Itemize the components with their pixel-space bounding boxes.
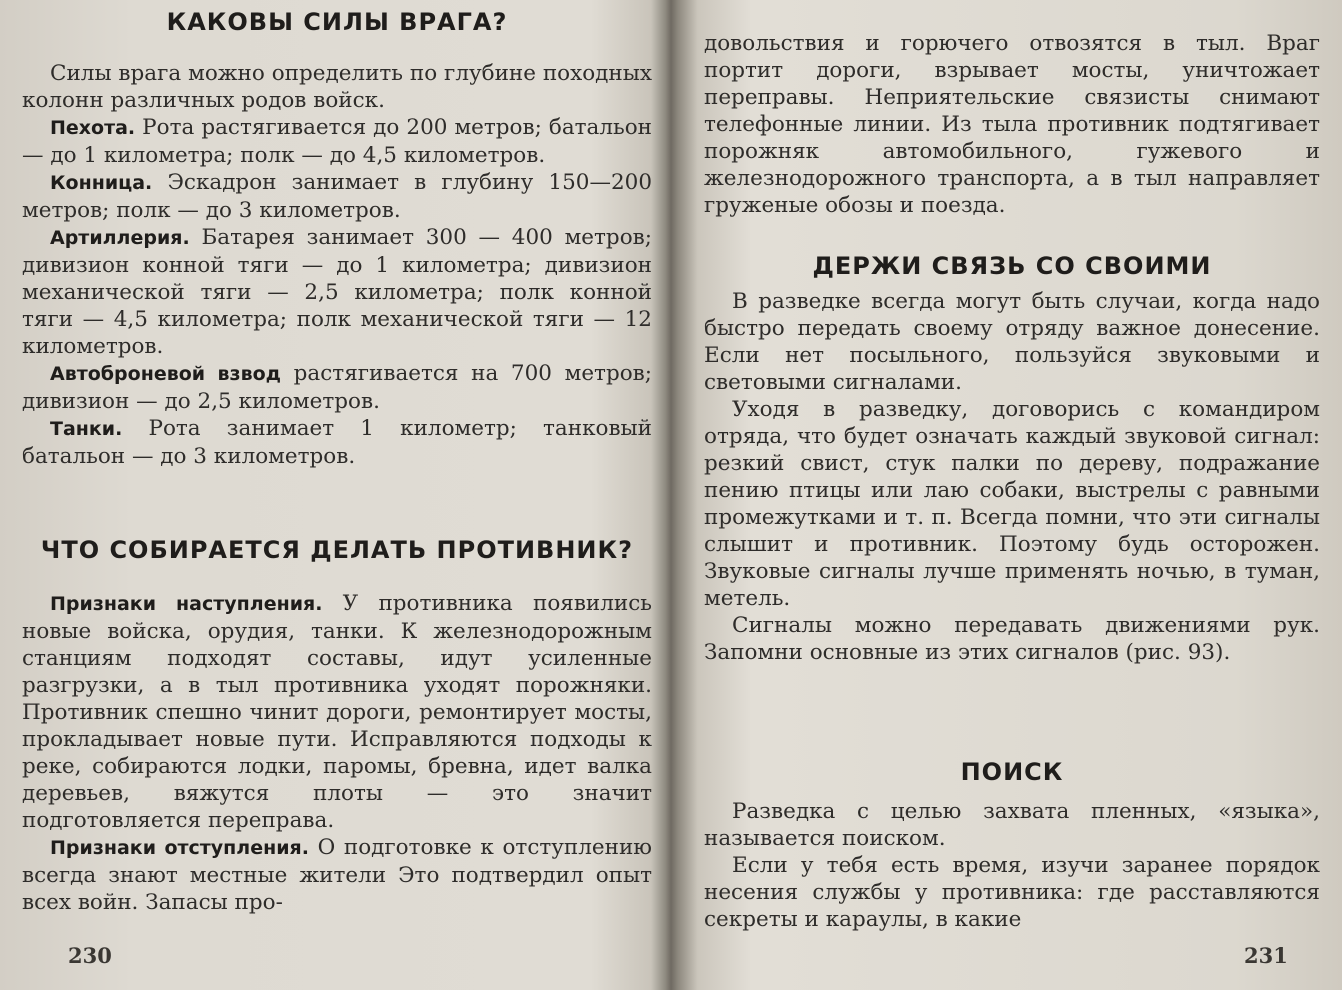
artillery-text: Батарея занимает 300 — 400 метров; дивизион конной тяги — до 1 километра; дивизион механической тяги — 2,5 километра; полк конной тяги — 4,5 километра; полк механической тяги — 12 километров. <box>22 225 652 359</box>
continued-paragraph: довольствия и горючего отвозятся в тыл. Враг портит дороги, взрывает мосты, уничтожает переправы. Неприятельские связисты снимают телефонные линии. Из тыла противник подтягивает порожняк автомобильного, гужевого и железнодорожного транспорта, а в тыл направляет груженые обозы и поезда. <box>704 31 1320 218</box>
retreat-signs-paragraph <box>22 834 652 916</box>
page-number-left: 230 <box>68 943 112 968</box>
enemy-forces-text <box>22 60 652 470</box>
cavalry-lead: Конница. <box>50 172 153 194</box>
page-number-right: 231 <box>1244 943 1288 968</box>
contact-paragraph-2: Уходя в разведку, договорись с командиром отряда, что будет означать каждый звуковой сигнал: резкий свист, стук палки по дереву, подражание пению птицы или лаю собаки, выстрелы с равными промежутками и т. п. Всегда помни, что эти сигналы слышит и противник. Поэтому будь осторожен. Звуковые сигналы лучше применять ночью, в туман, метель. <box>704 397 1320 611</box>
search-paragraph-2: Если у тебя есть время, изучи заранее порядок несения службы у противника: где расставляются секреты и караулы, в какие <box>704 853 1320 932</box>
infantry-lead: Пехота. <box>50 117 136 139</box>
search-paragraph-1: Разведка с целью захвата пленных, «языка», называется поиском. <box>704 799 1320 851</box>
artillery-paragraph <box>22 224 652 360</box>
attack-signs-text: У противника появились новые войска, орудия, танки. К железнодорожным станциям подходят составы, идут усиленные разгрузки, а в тыл противника уходят порожняки. Противник спешно чинит дороги, ремонтирует мосты, прокладывает новые пути. Исправляются подходы к реке, собираются лодки, паромы, бревна, идет валка деревьев, вяжутся плоты — это значит подготовляется переправа. <box>22 591 652 833</box>
left-page <box>22 0 652 990</box>
cavalry-text: Эскадрон занимает в глубину 150—200 метров; полк — до 3 километров. <box>22 170 652 223</box>
keep-contact-text <box>704 288 1320 666</box>
cavalry-paragraph <box>22 169 652 224</box>
retreat-signs-text: О подготовке к отступлению всегда знают местные жители Это подтвердил опыт всех войн. Запасы про- <box>22 835 652 915</box>
artillery-lead: Артиллерия. <box>50 227 190 249</box>
tanks-lead: Танки. <box>50 418 123 440</box>
heading-keep-contact: ДЕРЖИ СВЯЗЬ СО СВОИМИ <box>812 252 1212 280</box>
contact-paragraph-3: Сигналы можно передавать движениями рук. Запомни основные из этих сигналов (рис. 93). <box>704 613 1320 665</box>
enemy-intent-text <box>22 590 652 916</box>
contact-paragraph-1: В разведке всегда могут быть случаи, когда надо быстро передать своему отряду важное донесение. Если нет посыльного, пользуйся звуковыми и световыми сигналами. <box>704 289 1320 395</box>
armor-lead: Автоброневой взвод <box>50 363 282 385</box>
armor-paragraph <box>22 360 652 415</box>
continued-text <box>704 30 1320 219</box>
armor-text: растягивается на 700 метров; дивизион — до 2,5 километров. <box>22 361 652 414</box>
infantry-paragraph <box>22 114 652 169</box>
tanks-text: Рота занимает 1 километр; танковый батальон — до 3 километров. <box>22 416 652 469</box>
heading-search: ПОИСК <box>960 758 1064 786</box>
intro-paragraph: Силы врага можно определить по глубине походных колонн различных родов войск. <box>22 61 652 113</box>
infantry-text: Рота растягивается до 200 метров; батальон — до 1 километра; полк — до 4,5 километров. <box>22 115 652 168</box>
search-text <box>704 798 1320 933</box>
heading-enemy-forces: КАКОВЫ СИЛЫ ВРАГА? <box>166 8 508 36</box>
heading-enemy-intent: ЧТО СОБИРАЕТСЯ ДЕЛАТЬ ПРОТИВНИК? <box>40 536 634 564</box>
attack-signs-paragraph <box>22 590 652 834</box>
tanks-paragraph <box>22 415 652 470</box>
right-page <box>704 0 1320 990</box>
retreat-signs-lead: Признаки отступления. <box>50 837 309 859</box>
attack-signs-lead: Признаки наступления. <box>50 593 323 615</box>
